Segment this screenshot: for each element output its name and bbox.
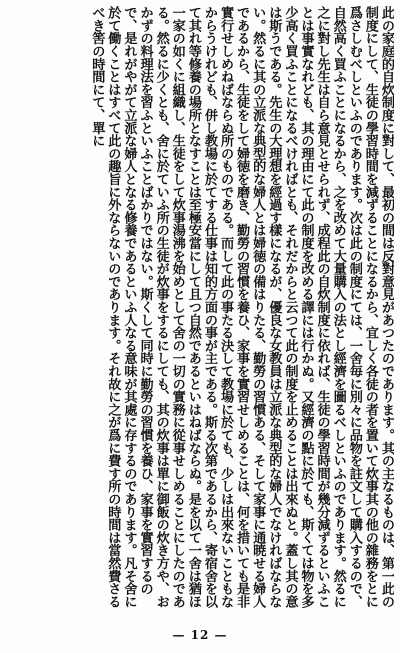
body-text (6, 6, 394, 616)
page-number: — 12 — (172, 628, 228, 642)
body-paragraph: 此の家庭的自炊制度に對して、最初の間は反對意見があつたのであります。其の主なるものは、第一此の制度にして、生徒の學習時間を減ずることになるから、宜しく各徒の者を置いて炊事其の他の雜務をとに爲さしむべしといふのであります。次は此の制度にては、一舍毎に別々に品物を註文して購入するので、自然高く買ふことになるから、之を改めて大量購入の法とし經濟を圖るべしといふのであります。然るに之に對し先生は自ら意見とせられず、成程此の自炊制度に依れば、生徒の學習時間が幾分減ずるといふことは事實なれども、其の理由にて此の制度を改める譯には行かぬ。又經濟の點に於ても、斯くては物を多少高く買ふことになるべければとも、それだからと云つて此の制度を止めることは出來ぬと。蓋し其の意は斯うである。先生の大理想を經過す樣になるが、優良な女教員は立派な典型的な婦人でなければならない。然るに其の立派な典型的な婦人とは婦徳の備はりたる、勤勞の習慣ある、そして家事に通暁せる婦人であるから、生徒をして婦徳を磨き、勤勞の習慣を養ひ、家事を實習せしめることは、何を措いても是非實行せしめねばならぬ所のものである。而して此の事たる決して教場に於ても、少しは出來ないこともなからうけれども、併し教場に於てする仕事は知的方面の事が主である。斯る次第であるから、寄宿舍を以て其れ等修養の場所となすことは至極安當にして且つ自然であるといはねばならぬ。是を以て一舍は猶ほ一家の如くに組織し、生徒をして炊事湯沸を始めとして舍の一切の實務に從事せしめることにしたのである。然るに少くとも、舍に於ていふ所の生徒が炊事をするにしても、其の炊事は單に御飯の炊き方や、おかずの料理法を習ふといふことばかりではない。斯くして同時に勤勞の習慣を養ひ、家事を實習するので、是れがやがて立派な婦人となる修養であるといふ人なる意味が其處に存するのであります。凡そ舍に於て働くことはすべて此の趣旨に外ならないのであります。それ故に之が爲に費す所の時間は當然費さるべき筈の時間にて、單に (89, 6, 394, 608)
